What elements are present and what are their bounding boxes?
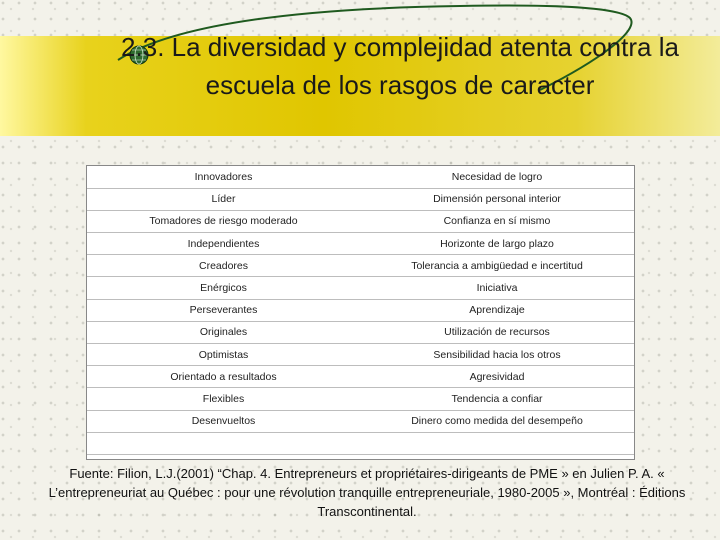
trait-cell-right	[360, 432, 634, 454]
trait-cell-left: Enérgicos	[87, 277, 360, 299]
trait-cell-right: Sensibilidad hacia los otros	[360, 344, 634, 366]
table-row	[87, 344, 634, 366]
trait-cell-left: Innovadores	[87, 166, 360, 188]
trait-cell-right: Dimensión personal interior	[360, 188, 634, 210]
table-row	[87, 255, 634, 277]
trait-cell-left: Flexibles	[87, 388, 360, 410]
table-row	[87, 366, 634, 388]
trait-cell-left: Perseverantes	[87, 299, 360, 321]
trait-cell-left: Tomadores de riesgo moderado	[87, 210, 360, 232]
trait-cell-left: Orientado a resultados	[87, 366, 360, 388]
traits-table	[86, 165, 635, 460]
trait-cell-left: Independientes	[87, 233, 360, 255]
table-row	[87, 166, 634, 188]
trait-cell-left	[87, 432, 360, 454]
trait-cell-right: Horizonte de largo plazo	[360, 233, 634, 255]
table-row	[87, 321, 634, 343]
table-row	[87, 277, 634, 299]
slide-title: 2.3. La diversidad y complejidad atenta contra la escuela de los rasgos de caracter	[121, 32, 679, 100]
trait-cell-left: Optimistas	[87, 344, 360, 366]
table-row	[87, 210, 634, 232]
table-row	[87, 388, 634, 410]
trait-cell-right: Tolerancia a ambigüedad e incertitud	[360, 255, 634, 277]
trait-cell-right: Necesidad de logro	[360, 166, 634, 188]
trait-cell-left: Creadores	[87, 255, 360, 277]
trait-cell-right: Utilización de recursos	[360, 321, 634, 343]
trait-cell-left: Líder	[87, 188, 360, 210]
trait-cell-right: Tendencia a confiar	[360, 388, 634, 410]
trait-cell-left: Originales	[87, 321, 360, 343]
traits-table-body	[87, 166, 634, 454]
table-row	[87, 432, 634, 454]
trait-cell-right: Iniciativa	[360, 277, 634, 299]
trait-cell-right: Dinero como medida del desempeño	[360, 410, 634, 432]
trait-cell-left: Desenvueltos	[87, 410, 360, 432]
trait-cell-right: Agresividad	[360, 366, 634, 388]
table-row	[87, 233, 634, 255]
source-citation: Fuente: Filion, L.J.(2001) “Chap. 4. Entrepreneurs et propriétaires-dirigeants de PME » en Julien P. A. « L’entrepreneuriat au Québec : pour une révolution tranquille entrepreneuriale, 1980-2005 », Montréal : Éditions Transcontinental.	[48, 466, 686, 519]
table-row	[87, 188, 634, 210]
trait-cell-right: Confianza en sí mismo	[360, 210, 634, 232]
table-row	[87, 410, 634, 432]
table-row	[87, 299, 634, 321]
trait-cell-right: Aprendizaje	[360, 299, 634, 321]
